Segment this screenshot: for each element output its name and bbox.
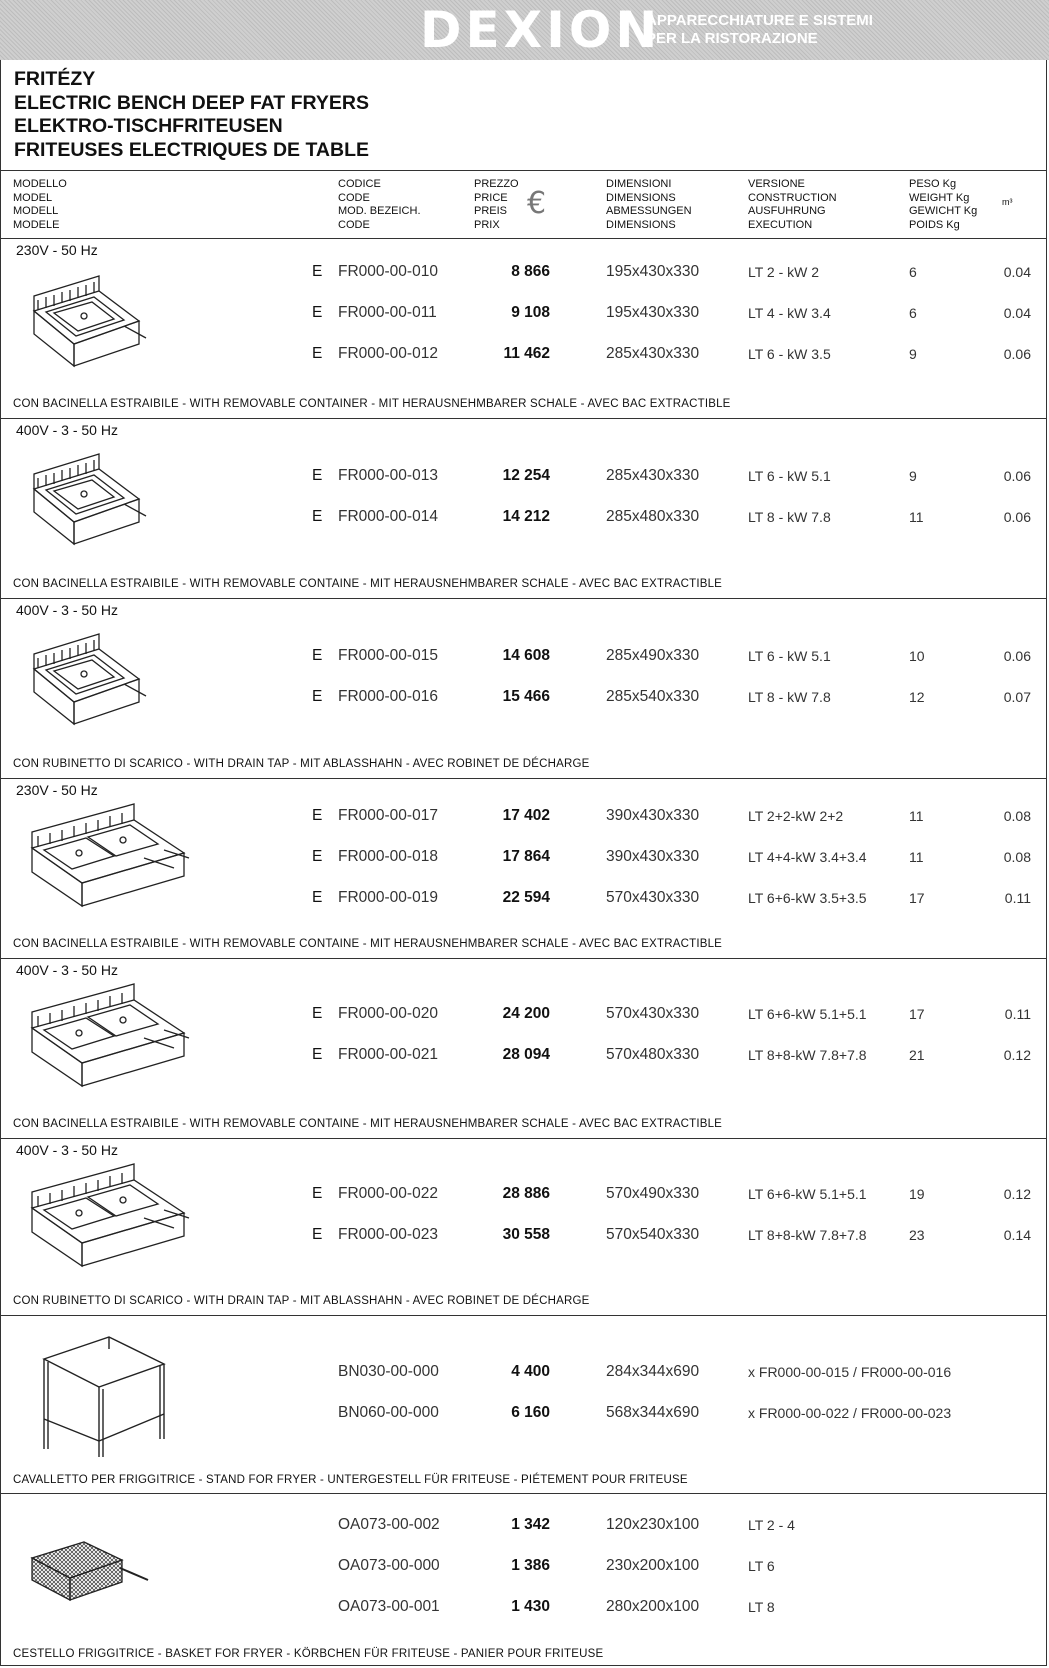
fryer-stand-illustration (24, 1329, 174, 1459)
product-price: 4 400 (511, 1363, 550, 1380)
product-dimensions: 280x200x100 (606, 1598, 700, 1615)
table-row (0, 1225, 1047, 1245)
product-price: 15 466 (502, 688, 550, 705)
table-row (0, 1403, 1047, 1423)
product-illustration (24, 624, 154, 739)
product-volume: 0.11 (1004, 890, 1031, 906)
product-dimensions: 570x430x330 (606, 1005, 700, 1022)
product-volume: 0.06 (1003, 346, 1031, 362)
voltage-label: 400V - 3 - 50 Hz (16, 1142, 118, 1158)
product-price: 30 558 (502, 1226, 550, 1243)
product-price: 28 094 (502, 1046, 550, 1063)
product-version: LT 6 - kW 5.1 (748, 468, 831, 484)
product-code: FR000-00-010 (338, 263, 438, 280)
product-code: FR000-00-015 (338, 647, 438, 664)
table-row (0, 1045, 1047, 1065)
product-version: LT 6+6-kW 3.5+3.5 (748, 890, 867, 906)
divider (0, 418, 1047, 419)
table-row (0, 1362, 1047, 1382)
section-footer-note: CESTELLO FRIGGITRICE - BASKET FOR FRYER - KÖRBCHEN FÜR FRITEUSE - PANIER POUR FRITEUSE (13, 1648, 604, 1660)
product-dimensions: 570x540x330 (606, 1226, 700, 1243)
product-weight: 9 (909, 346, 917, 362)
table-row (0, 303, 1047, 323)
double-fryer-illustration (24, 978, 194, 1098)
product-dimensions: 570x490x330 (606, 1185, 700, 1202)
table-row (0, 1597, 1047, 1617)
product-price: 14 212 (502, 508, 550, 525)
product-price: 12 254 (502, 467, 550, 484)
euro-icon: € (527, 186, 547, 221)
product-weight: 6 (909, 264, 917, 280)
product-price: 11 462 (503, 345, 550, 362)
product-weight: 11 (909, 808, 924, 824)
energy-type: E (312, 1005, 323, 1022)
table-row (0, 262, 1047, 282)
product-code: FR000-00-014 (338, 508, 438, 525)
product-code: OA073-00-000 (338, 1557, 440, 1574)
product-weight: 9 (909, 468, 917, 484)
energy-type: E (312, 263, 323, 280)
product-code: FR000-00-012 (338, 345, 438, 362)
product-version: LT 8 - kW 7.8 (748, 689, 831, 705)
voltage-label: 230V - 50 Hz (16, 242, 98, 258)
product-dimensions: 230x200x100 (606, 1557, 700, 1574)
energy-type: E (312, 304, 323, 321)
product-weight: 23 (909, 1227, 925, 1243)
product-volume: 0.04 (1003, 264, 1031, 280)
page-title: FRITÉZY ELECTRIC BENCH DEEP FAT FRYERS ELEKTRO-TISCHFRITEUSEN FRITEUSES ELECTRIQUES DE TABLE (14, 68, 370, 161)
product-version: LT 8 (748, 1599, 775, 1615)
product-code: FR000-00-017 (338, 807, 438, 824)
product-price: 17 864 (502, 848, 550, 865)
product-price: 14 608 (502, 647, 550, 664)
product-code: FR000-00-016 (338, 688, 438, 705)
energy-type: E (312, 467, 323, 484)
product-illustration (24, 978, 194, 1103)
section-footer-note: CON RUBINETTO DI SCARICO - WITH DRAIN TAP - MIT ABLASSHAHN - AVEC ROBINET DE DÉCHARGE (13, 758, 590, 770)
product-section (0, 1315, 1047, 1493)
product-weight: 19 (909, 1186, 925, 1202)
column-header-model: MODELLO MODEL MODELL MODELE (13, 178, 67, 231)
product-volume: 0.07 (1003, 689, 1031, 705)
column-header-volume: m³ (1002, 197, 1013, 207)
product-dimensions: 195x430x330 (606, 263, 700, 280)
product-code: FR000-00-020 (338, 1005, 438, 1022)
section-footer-note: CON BACINELLA ESTRAIBILE - WITH REMOVABLE CONTAINE - MIT HERAUSNEHMBARER SCHALE - AVEC BAC EXTRACTIBLE (13, 1118, 723, 1130)
divider (0, 1315, 1047, 1316)
product-version: LT 4 - kW 3.4 (748, 305, 831, 321)
divider (0, 778, 1047, 779)
product-price: 6 160 (511, 1404, 550, 1421)
double-fryer-illustration (24, 1158, 194, 1278)
product-price: 1 430 (511, 1598, 550, 1615)
divider (0, 1493, 1047, 1494)
product-dimensions: 285x480x330 (606, 508, 700, 525)
product-weight: 11 (909, 849, 924, 865)
energy-type: E (312, 345, 323, 362)
single-fryer-illustration (24, 624, 154, 734)
divider (0, 598, 1047, 599)
column-header-dimensions: DIMENSIONI DIMENSIONS ABMESSUNGEN DIMENSIONS (606, 178, 692, 231)
product-volume: 0.06 (1003, 509, 1031, 525)
product-version: LT 8+8-kW 7.8+7.8 (748, 1227, 867, 1243)
product-volume: 0.12 (1003, 1186, 1031, 1202)
product-dimensions: 568x344x690 (606, 1404, 700, 1421)
product-volume: 0.08 (1003, 849, 1031, 865)
energy-type: E (312, 889, 323, 906)
column-header-price: PREZZO PRICE PREIS PRIX (474, 178, 519, 231)
product-code: FR000-00-022 (338, 1185, 438, 1202)
brand-tagline: APPARECCHIATURE E SISTEMI PER LA RISTORAZIONE (646, 12, 873, 47)
product-volume: 0.08 (1003, 808, 1031, 824)
section-footer-note: CAVALLETTO PER FRIGGITRICE - STAND FOR FRYER - UNTERGESTELL FÜR FRITEUSE - PIÉTEMENT POUR FRITEUSE (13, 1474, 688, 1486)
product-code: FR000-00-019 (338, 889, 438, 906)
product-version: LT 6 - kW 5.1 (748, 648, 831, 664)
product-dimensions: 285x540x330 (606, 688, 700, 705)
product-weight: 6 (909, 305, 917, 321)
product-version: LT 8 - kW 7.8 (748, 509, 831, 525)
column-header-version: VERSIONE CONSTRUCTION AUSFUHRUNG EXECUTION (748, 178, 837, 231)
product-version: LT 4+4-kW 3.4+3.4 (748, 849, 867, 865)
column-header-code: CODICE CODE MOD. BEZEICH. CODE (338, 178, 421, 231)
product-code: FR000-00-018 (338, 848, 438, 865)
product-price: 9 108 (511, 304, 550, 321)
single-fryer-illustration (24, 444, 154, 554)
product-weight: 21 (909, 1047, 925, 1063)
table-row (0, 1556, 1047, 1576)
energy-type: E (312, 807, 323, 824)
energy-type: E (312, 647, 323, 664)
product-dimensions: 285x430x330 (606, 467, 700, 484)
product-price: 22 594 (502, 889, 550, 906)
energy-type: E (312, 508, 323, 525)
divider (0, 1138, 1047, 1139)
energy-type: E (312, 1046, 323, 1063)
table-row (0, 806, 1047, 826)
product-illustration (24, 1158, 194, 1283)
table-row (0, 1515, 1047, 1535)
product-volume: 0.14 (1003, 1227, 1031, 1243)
table-row (0, 687, 1047, 707)
product-weight: 10 (909, 648, 925, 664)
product-dimensions: 570x480x330 (606, 1046, 700, 1063)
product-version: x FR000-00-022 / FR000-00-023 (748, 1405, 952, 1421)
energy-type: E (312, 1185, 323, 1202)
product-version: LT 6 - kW 3.5 (748, 346, 831, 362)
product-volume: 0.06 (1003, 648, 1031, 664)
divider (0, 958, 1047, 959)
voltage-label: 400V - 3 - 50 Hz (16, 962, 118, 978)
product-weight: 17 (909, 1006, 925, 1022)
product-price: 8 866 (511, 263, 550, 280)
product-dimensions: 390x430x330 (606, 807, 700, 824)
section-footer-note: CON RUBINETTO DI SCARICO - WITH DRAIN TAP - MIT ABLASSHAHN - AVEC ROBINET DE DÉCHARGE (13, 1295, 590, 1307)
product-price: 1 386 (511, 1557, 550, 1574)
product-illustration (24, 444, 154, 559)
product-code: FR000-00-021 (338, 1046, 438, 1063)
product-version: LT 2+2-kW 2+2 (748, 808, 844, 824)
voltage-label: 400V - 3 - 50 Hz (16, 422, 118, 438)
product-dimensions: 285x490x330 (606, 647, 700, 664)
product-volume: 0.11 (1004, 1006, 1031, 1022)
product-section (0, 1493, 1047, 1668)
energy-type: E (312, 688, 323, 705)
section-footer-note: CON BACINELLA ESTRAIBILE - WITH REMOVABLE CONTAINE - MIT HERAUSNEHMBARER SCHALE - AVEC BAC EXTRACTIBLE (13, 938, 723, 950)
product-version: LT 6 (748, 1558, 775, 1574)
table-row (0, 888, 1047, 908)
product-weight: 17 (909, 890, 925, 906)
product-version: LT 6+6-kW 5.1+5.1 (748, 1006, 867, 1022)
table-row (0, 466, 1047, 486)
product-section (0, 958, 1047, 1138)
product-section (0, 778, 1047, 958)
product-dimensions: 195x430x330 (606, 304, 700, 321)
product-dimensions: 390x430x330 (606, 848, 700, 865)
energy-type: E (312, 1226, 323, 1243)
product-section (0, 418, 1047, 598)
product-code: OA073-00-002 (338, 1516, 440, 1533)
product-dimensions: 285x430x330 (606, 345, 700, 362)
product-section (0, 238, 1047, 418)
energy-type: E (312, 848, 323, 865)
product-code: FR000-00-013 (338, 467, 438, 484)
table-row (0, 1184, 1047, 1204)
product-section (0, 598, 1047, 778)
table-row (0, 1004, 1047, 1024)
section-footer-note: CON BACINELLA ESTRAIBILE - WITH REMOVABLE CONTAINER - MIT HERAUSNEHMBARER SCHALE - AVEC BAC EXTRACTIBLE (13, 398, 731, 410)
brand-header (0, 0, 1049, 60)
product-version: LT 8+8-kW 7.8+7.8 (748, 1047, 867, 1063)
product-dimensions: 284x344x690 (606, 1363, 700, 1380)
product-price: 17 402 (502, 807, 550, 824)
product-code: FR000-00-011 (338, 304, 437, 321)
table-row (0, 507, 1047, 527)
divider (0, 170, 1047, 171)
product-code: FR000-00-023 (338, 1226, 438, 1243)
product-volume: 0.12 (1003, 1047, 1031, 1063)
table-row (0, 847, 1047, 867)
column-header-weight: PESO Kg WEIGHT Kg GEWICHT Kg POIDS Kg (909, 178, 978, 231)
dexion-logo: DEXION (420, 1, 662, 59)
product-code: BN030-00-000 (338, 1363, 439, 1380)
product-version: LT 2 - kW 2 (748, 264, 820, 280)
product-volume: 0.06 (1003, 468, 1031, 484)
product-code: OA073-00-001 (338, 1598, 440, 1615)
product-version: LT 6+6-kW 5.1+5.1 (748, 1186, 867, 1202)
product-weight: 11 (909, 509, 924, 525)
product-code: BN060-00-000 (338, 1404, 439, 1421)
table-row (0, 646, 1047, 666)
product-weight: 12 (909, 689, 925, 705)
product-volume: 0.04 (1003, 305, 1031, 321)
product-dimensions: 120x230x100 (606, 1516, 700, 1533)
product-dimensions: 570x430x330 (606, 889, 700, 906)
product-version: LT 2 - 4 (748, 1517, 795, 1533)
table-row (0, 344, 1047, 364)
product-price: 28 886 (502, 1185, 550, 1202)
product-version: x FR000-00-015 / FR000-00-016 (748, 1364, 952, 1380)
product-illustration (24, 1329, 174, 1464)
section-footer-note: CON BACINELLA ESTRAIBILE - WITH REMOVABLE CONTAINE - MIT HERAUSNEHMBARER SCHALE - AVEC BAC EXTRACTIBLE (13, 578, 723, 590)
product-price: 24 200 (502, 1005, 550, 1022)
product-section (0, 1138, 1047, 1315)
product-price: 1 342 (511, 1516, 550, 1533)
voltage-label: 230V - 50 Hz (16, 782, 98, 798)
voltage-label: 400V - 3 - 50 Hz (16, 602, 118, 618)
